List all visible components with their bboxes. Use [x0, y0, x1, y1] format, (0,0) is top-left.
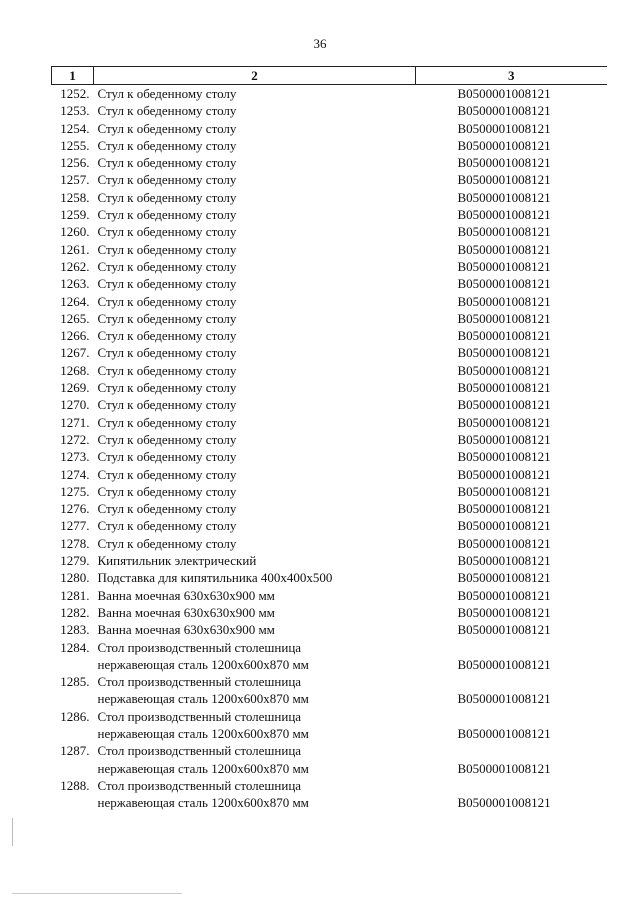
item-code: B0500001008121 [457, 587, 551, 603]
table-header-row [52, 67, 607, 85]
item-name: Ванна моечная 630x630x900 мм [97, 587, 275, 603]
item-name: Стул к обеденному столу [97, 380, 237, 396]
row-number: 1270. [60, 397, 90, 413]
items-table [51, 66, 607, 811]
table-row [52, 708, 607, 743]
row-number: 1268. [60, 362, 90, 378]
item-code: B0500001008121 [457, 276, 551, 292]
table-row [52, 327, 607, 344]
table-row [52, 414, 607, 431]
item-name: Стул к обеденному столу [97, 172, 237, 188]
item-code: B0500001008121 [457, 310, 551, 326]
item-name: Стол производственный столешница нержавеющая сталь 1200x600x870 мм [97, 674, 309, 707]
row-number: 1262. [60, 258, 90, 274]
row-number: 1264. [60, 293, 90, 309]
table-row [52, 206, 607, 223]
item-code: B0500001008121 [457, 241, 551, 257]
item-name: Стул к обеденному столу [97, 362, 237, 378]
item-name: Стул к обеденному столу [97, 137, 237, 153]
item-name: Стул к обеденному столу [97, 276, 237, 292]
table-row [52, 344, 607, 361]
item-code: B0500001008121 [457, 86, 551, 101]
table-row [52, 587, 607, 604]
header-col-1: 1 [52, 67, 94, 85]
row-number: 1276. [60, 501, 90, 517]
table-row [52, 258, 607, 275]
item-code: B0500001008121 [457, 120, 551, 136]
item-code: B0500001008121 [457, 414, 551, 430]
item-name: Стол производственный столешница нержавеющая сталь 1200x600x870 мм [97, 708, 309, 741]
table-row [52, 154, 607, 171]
table-row [52, 137, 607, 154]
table-body [52, 85, 607, 812]
item-name: Стул к обеденному столу [97, 86, 237, 101]
row-number: 1253. [60, 103, 90, 119]
item-code: B0500001008121 [457, 380, 551, 396]
item-code: B0500001008121 [457, 362, 551, 378]
table-row [52, 120, 607, 137]
item-code: B0500001008121 [457, 328, 551, 344]
item-name: Стул к обеденному столу [97, 224, 237, 240]
row-number: 1286. [60, 708, 90, 724]
item-name: Стул к обеденному столу [97, 535, 237, 551]
row-number: 1280. [60, 570, 90, 586]
table-row [52, 517, 607, 534]
item-code: B0500001008121 [457, 397, 551, 413]
item-name: Стул к обеденному столу [97, 241, 237, 257]
table-row [52, 569, 607, 586]
table-row [52, 466, 607, 483]
item-code: B0500001008121 [457, 155, 551, 171]
item-code: B0500001008121 [457, 725, 551, 741]
row-number: 1266. [60, 328, 90, 344]
row-number: 1287. [60, 743, 90, 759]
row-number: 1256. [60, 155, 90, 171]
item-name: Стул к обеденному столу [97, 431, 237, 447]
page-number: 36 [313, 36, 327, 51]
row-number: 1257. [60, 172, 90, 188]
item-name: Подставка для кипятильника 400x400x500 [97, 570, 333, 586]
table-row [52, 742, 607, 777]
row-number: 1273. [60, 449, 90, 465]
row-number: 1281. [60, 587, 90, 603]
row-number: 1269. [60, 380, 90, 396]
row-number: 1254. [60, 120, 90, 136]
table-row [52, 189, 607, 206]
item-name: Стол производственный столешница нержавеющая сталь 1200x600x870 мм [97, 743, 309, 776]
table-row [52, 448, 607, 465]
item-name: Стол производственный столешница нержавеющая сталь 1200x600x870 мм [97, 639, 309, 672]
row-number: 1261. [60, 241, 90, 257]
item-code: B0500001008121 [457, 622, 551, 638]
item-name: Стул к обеденному столу [97, 345, 237, 361]
item-name: Стул к обеденному столу [97, 414, 237, 430]
table-row [52, 604, 607, 621]
item-code: B0500001008121 [457, 172, 551, 188]
table-row [52, 535, 607, 552]
item-code: B0500001008121 [457, 431, 551, 447]
table-row [52, 673, 607, 708]
item-code: B0500001008121 [457, 518, 551, 534]
item-code: B0500001008121 [457, 293, 551, 309]
item-code: B0500001008121 [457, 189, 551, 205]
item-name: Стул к обеденному столу [97, 483, 237, 499]
row-number: 1260. [60, 224, 90, 240]
item-code: B0500001008121 [457, 501, 551, 517]
row-number: 1284. [60, 639, 90, 655]
item-code: B0500001008121 [457, 137, 551, 153]
item-name: Ванна моечная 630x630x900 мм [97, 622, 275, 638]
table-row [52, 171, 607, 188]
table-row [52, 483, 607, 500]
item-name: Стул к обеденному столу [97, 103, 237, 119]
table-row [52, 85, 607, 103]
item-name: Стул к обеденному столу [97, 518, 237, 534]
item-code: B0500001008121 [457, 604, 551, 620]
row-number: 1285. [60, 674, 90, 690]
item-code: B0500001008121 [457, 760, 551, 776]
item-name: Стул к обеденному столу [97, 466, 237, 482]
item-code: B0500001008121 [457, 553, 551, 569]
row-number: 1272. [60, 431, 90, 447]
item-name: Кипятильник электрический [97, 553, 257, 569]
row-number: 1288. [60, 777, 90, 793]
table-row [52, 223, 607, 240]
item-name: Стул к обеденному столу [97, 397, 237, 413]
row-number: 1267. [60, 345, 90, 361]
item-code: B0500001008121 [457, 258, 551, 274]
item-code: B0500001008121 [457, 691, 551, 707]
row-number: 1252. [60, 86, 90, 101]
item-name: Стул к обеденному столу [97, 293, 237, 309]
item-code: B0500001008121 [457, 103, 551, 119]
table-row [52, 241, 607, 258]
table-row [52, 552, 607, 569]
item-name: Стол производственный столешница нержавеющая сталь 1200x600x870 мм [97, 777, 309, 811]
row-number: 1275. [60, 483, 90, 499]
table-row [52, 639, 607, 674]
item-code: B0500001008121 [457, 207, 551, 223]
table-row [52, 293, 607, 310]
table-row [52, 621, 607, 638]
item-code: B0500001008121 [457, 570, 551, 586]
row-number: 1277. [60, 518, 90, 534]
table-row [52, 396, 607, 413]
table-row [52, 379, 607, 396]
row-number: 1258. [60, 189, 90, 205]
row-number: 1265. [60, 310, 90, 326]
item-code: B0500001008121 [457, 535, 551, 551]
item-code: B0500001008121 [457, 449, 551, 465]
table-row [52, 310, 607, 327]
item-code: B0500001008121 [457, 345, 551, 361]
table-row [52, 431, 607, 448]
scan-edge-mark [12, 818, 13, 846]
row-number: 1271. [60, 414, 90, 430]
row-number: 1263. [60, 276, 90, 292]
item-name: Ванна моечная 630x630x900 мм [97, 604, 275, 620]
row-number: 1278. [60, 535, 90, 551]
table-row [52, 102, 607, 119]
item-code: B0500001008121 [457, 795, 551, 811]
item-name: Стул к обеденному столу [97, 155, 237, 171]
header-col-2: 2 [94, 67, 416, 85]
row-number: 1255. [60, 137, 90, 153]
table-row [52, 777, 607, 812]
item-name: Стул к обеденному столу [97, 120, 237, 136]
item-name: Стул к обеденному столу [97, 207, 237, 223]
table-row [52, 362, 607, 379]
item-name: Стул к обеденному столу [97, 258, 237, 274]
item-code: B0500001008121 [457, 466, 551, 482]
row-number: 1259. [60, 207, 90, 223]
item-name: Стул к обеденному столу [97, 328, 237, 344]
table-row [52, 275, 607, 292]
item-name: Стул к обеденному столу [97, 310, 237, 326]
table-row [52, 500, 607, 517]
item-code: B0500001008121 [457, 483, 551, 499]
row-number: 1279. [60, 553, 90, 569]
scan-bottom-mark [12, 893, 182, 894]
item-code: B0500001008121 [457, 224, 551, 240]
row-number: 1282. [60, 604, 90, 620]
item-code: B0500001008121 [457, 656, 551, 672]
item-name: Стул к обеденному столу [97, 189, 237, 205]
item-name: Стул к обеденному столу [97, 449, 237, 465]
row-number: 1274. [60, 466, 90, 482]
item-name: Стул к обеденному столу [97, 501, 237, 517]
header-col-3: 3 [416, 67, 607, 85]
row-number: 1283. [60, 622, 90, 638]
